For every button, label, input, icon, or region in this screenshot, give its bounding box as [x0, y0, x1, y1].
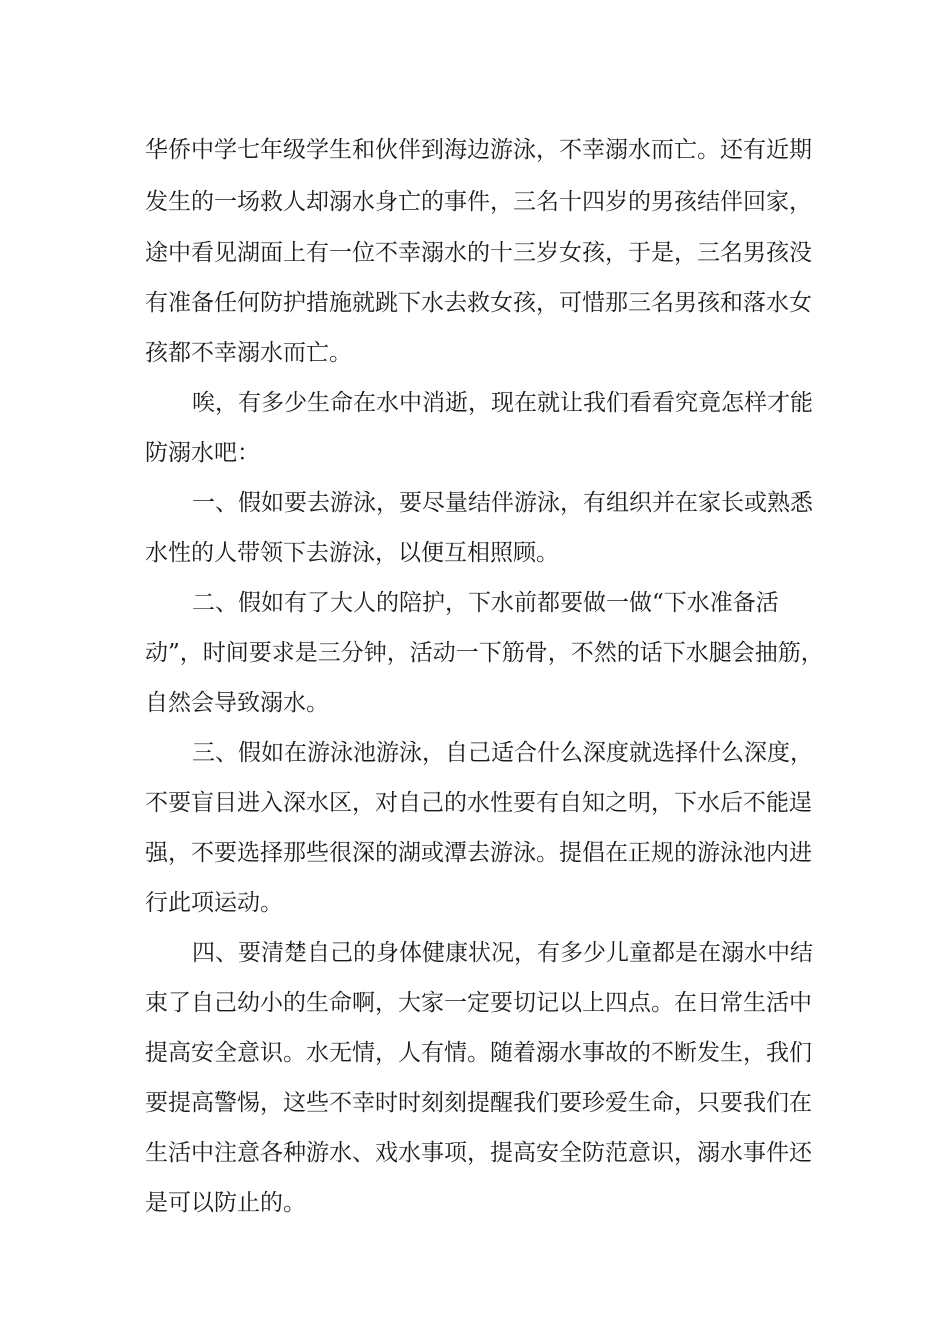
- paragraph-6-line-1: 四、要清楚自己的身体健康状况，有多少儿童都是在溺水中结: [192, 940, 813, 966]
- paragraph-6-line-4: 要提高警惕，这些不幸时时刻刻提醒我们要珍爱生命，只要我们在: [145, 1090, 812, 1116]
- paragraph-5-line-1: 三、假如在游泳池游泳，自己适合什么深度就选择什么深度，: [192, 740, 813, 766]
- paragraph-5-line-4: 行此项运动。: [145, 890, 283, 916]
- paragraph-2-line-2: 防溺水吧：: [145, 440, 260, 466]
- paragraph-4-line-3: 自然会导致溺水。: [145, 690, 329, 716]
- paragraph-3-line-2: 水性的人带领下去游泳，以便互相照顾。: [145, 540, 559, 566]
- paragraph-6-line-3: 提高安全意识。水无情，人有情。随着溺水事故的不断发生，我们: [145, 1040, 812, 1066]
- paragraph-6-line-5: 生活中注意各种游水、戏水事项，提高安全防范意识，溺水事件还: [145, 1140, 812, 1166]
- paragraph-3-line-1: 一、假如要去游泳，要尽量结伴游泳，有组织并在家长或熟悉: [192, 490, 813, 516]
- paragraph-5-line-3: 强，不要选择那些很深的湖或潭去游泳。提倡在正规的游泳池内进: [145, 840, 812, 866]
- paragraph-1-line-1: 华侨中学七年级学生和伙伴到海边游泳，不幸溺水而亡。还有近期: [145, 137, 812, 163]
- paragraph-4-line-2: 动”，时间要求是三分钟，活动一下筋骨，不然的话下水腿会抽筋，: [145, 640, 824, 666]
- paragraph-6-line-6: 是可以防止的。: [145, 1190, 306, 1216]
- paragraph-4-line-1: 二、假如有了大人的陪护，下水前都要做一做“下水准备活: [192, 590, 779, 616]
- paragraph-1-line-4: 有准备任何防护措施就跳下水去救女孩，可惜那三名男孩和落水女: [145, 290, 812, 316]
- paragraph-1-line-2: 发生的一场救人却溺水身亡的事件，三名十四岁的男孩结伴回家，: [145, 189, 812, 215]
- paragraph-1-line-3: 途中看见湖面上有一位不幸溺水的十三岁女孩，于是，三名男孩没: [145, 240, 812, 266]
- paragraph-1-line-5: 孩都不幸溺水而亡。: [145, 340, 352, 366]
- paragraph-2-line-1: 唉，有多少生命在水中消逝，现在就让我们看看究竟怎样才能: [192, 390, 813, 416]
- paragraph-5-line-2: 不要盲目进入深水区，对自己的水性要有自知之明，下水后不能逞: [145, 790, 812, 816]
- paragraph-6-line-2: 束了自己幼小的生命啊，大家一定要切记以上四点。在日常生活中: [145, 990, 812, 1016]
